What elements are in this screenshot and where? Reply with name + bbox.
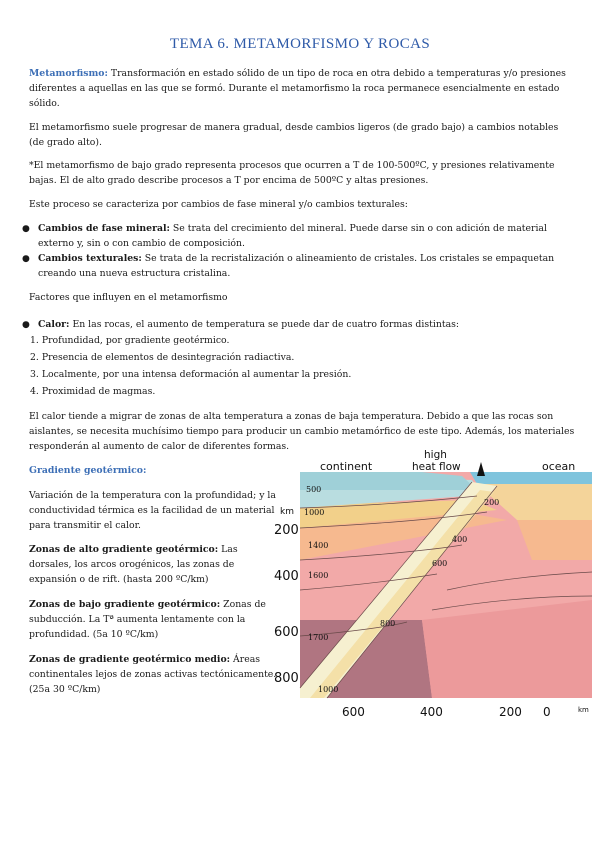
x-tick: 400 xyxy=(420,705,443,719)
isotherm-label: 1000 xyxy=(318,685,339,694)
gradient-heading-text: Gradiente geotérmico: xyxy=(29,465,147,476)
zone-text: Zonas de subducción. La Tª aumenta lentamente con la profundidad. (5a 10 ºC/km) xyxy=(29,599,266,640)
y-tick: 600 xyxy=(274,625,299,640)
isotherm-label: 600 xyxy=(432,559,448,568)
volcano-icon xyxy=(477,462,485,476)
bullet-text: Se trata de la recristalización o alineamiento de cristales. Los cristales se empaquetan creando una nueva estructura cristalina. xyxy=(38,253,555,279)
bullet-dot: ● xyxy=(22,320,30,330)
bullet-text: En las rocas, el aumento de temperatura se puede dar de cuatro formas distintas: xyxy=(69,319,460,330)
list-item: 1. Profundidad, por gradiente geotérmico. xyxy=(30,335,230,346)
list-item: 4. Proximidad de magmas. xyxy=(30,386,156,397)
isotherm-label: 1600 xyxy=(308,571,329,580)
gradient-definition: Variación de la temperatura con la profundidad; y la conductividad térmica es la facilidad de un material para transmitir el calor. xyxy=(29,490,276,531)
axis-unit-km: km xyxy=(280,507,294,517)
gradient-heading xyxy=(29,463,279,478)
bullet-dot: ● xyxy=(22,254,30,264)
definition-text: Transformación en estado sólido de un tipo de roca en otra debido a temperaturas y/o presiones diferentes a aquellas en las que se formó. Durante el metamorfismo la roca permanece esencialmente en estado sólido. xyxy=(29,68,566,109)
page-title: TEMA 6. METAMORFISMO Y ROCAS xyxy=(169,36,431,52)
bullet-term: Calor: xyxy=(38,319,70,330)
list-item: 2. Presencia de elementos de desintegración radiactiva. xyxy=(30,352,295,363)
high-gradient-zones xyxy=(29,542,279,587)
paragraph-grades: *El metamorfismo de bajo grado representa procesos que ocurren a T de 100-500ºC, y presiones relativamente bajas. El de alto grado describe procesos a T por encima de 500ºC y altas presiones. xyxy=(29,160,555,186)
x-tick: 200 xyxy=(499,705,522,719)
ocean-water xyxy=(470,472,592,484)
label-high: high xyxy=(424,450,447,461)
label-continent: continent xyxy=(320,460,373,473)
paragraph-heat-migration: El calor tiende a migrar de zonas de alta temperatura a zonas de baja temperatura. Debido a que las rocas son aislantes, se necesita muchísimo tiempo para producir un cambio metamórfico de este tipo. Además, los materiales responderán al aumento de calor de diferentes formas. xyxy=(29,411,575,452)
medium-gradient-zones xyxy=(29,652,279,697)
x-tick: 0 xyxy=(543,705,551,719)
definition-paragraph xyxy=(29,66,575,111)
x-axis-unit: km xyxy=(578,706,589,714)
y-tick: 200 xyxy=(274,523,299,538)
y-tick: 800 xyxy=(274,671,299,686)
list-item: 3. Localmente, por una intensa deformación al aumentar la presión. xyxy=(30,369,352,380)
isotherm-label: 1000 xyxy=(304,508,325,517)
zone-term: Zonas de gradiente geotérmico medio: xyxy=(29,654,231,665)
label-ocean: ocean xyxy=(542,460,576,473)
bullet-dot: ● xyxy=(22,224,30,234)
zone-term: Zonas de alto gradiente geotérmico: xyxy=(29,544,219,555)
bullet-calor xyxy=(38,317,578,332)
paragraph-progression: El metamorfismo suele progresar de manera gradual, desde cambios ligeros (de grado bajo) a cambios notables (de grado alto). xyxy=(29,122,559,148)
definition-term: Metamorfismo: xyxy=(29,68,108,79)
isotherm-label: 500 xyxy=(306,485,322,494)
bullet-text: Se trata del crecimiento del mineral. Puede darse sin o con adición de material externo y, sin o con cambio de composición. xyxy=(38,223,547,249)
paragraph-changes-intro: Este proceso se caracteriza por cambios de fase mineral y/o cambios texturales: xyxy=(29,199,408,210)
bullet-mineral-phase xyxy=(38,221,578,251)
x-tick: 600 xyxy=(342,705,365,719)
zone-text: Áreas continentales lejos de zonas activas tectónicamente. (25a 30 ºC/km) xyxy=(29,654,277,695)
factors-heading: Factores que influyen en el metamorfismo xyxy=(29,292,228,303)
label-heat-flow: heat flow xyxy=(412,461,461,473)
y-tick: 400 xyxy=(274,569,299,584)
isotherm-label: 1400 xyxy=(308,541,329,550)
isotherm-label: 400 xyxy=(452,535,468,544)
zone-text: Las dorsales, los arcos orogénicos, las zonas de expansión o de rift. (hasta 200 ºC/km) xyxy=(29,544,238,585)
subduction-isotherm-figure xyxy=(272,450,596,725)
bullet-textural xyxy=(38,251,578,281)
zone-term: Zonas de bajo gradiente geotérmico: xyxy=(29,599,221,610)
bullet-term: Cambios texturales: xyxy=(38,253,142,264)
low-gradient-zones xyxy=(29,597,279,642)
isotherm-label: 200 xyxy=(484,498,500,507)
isotherm-label: 800 xyxy=(380,619,396,628)
isotherm-label: 1700 xyxy=(308,633,329,642)
bullet-term: Cambios de fase mineral: xyxy=(38,223,170,234)
